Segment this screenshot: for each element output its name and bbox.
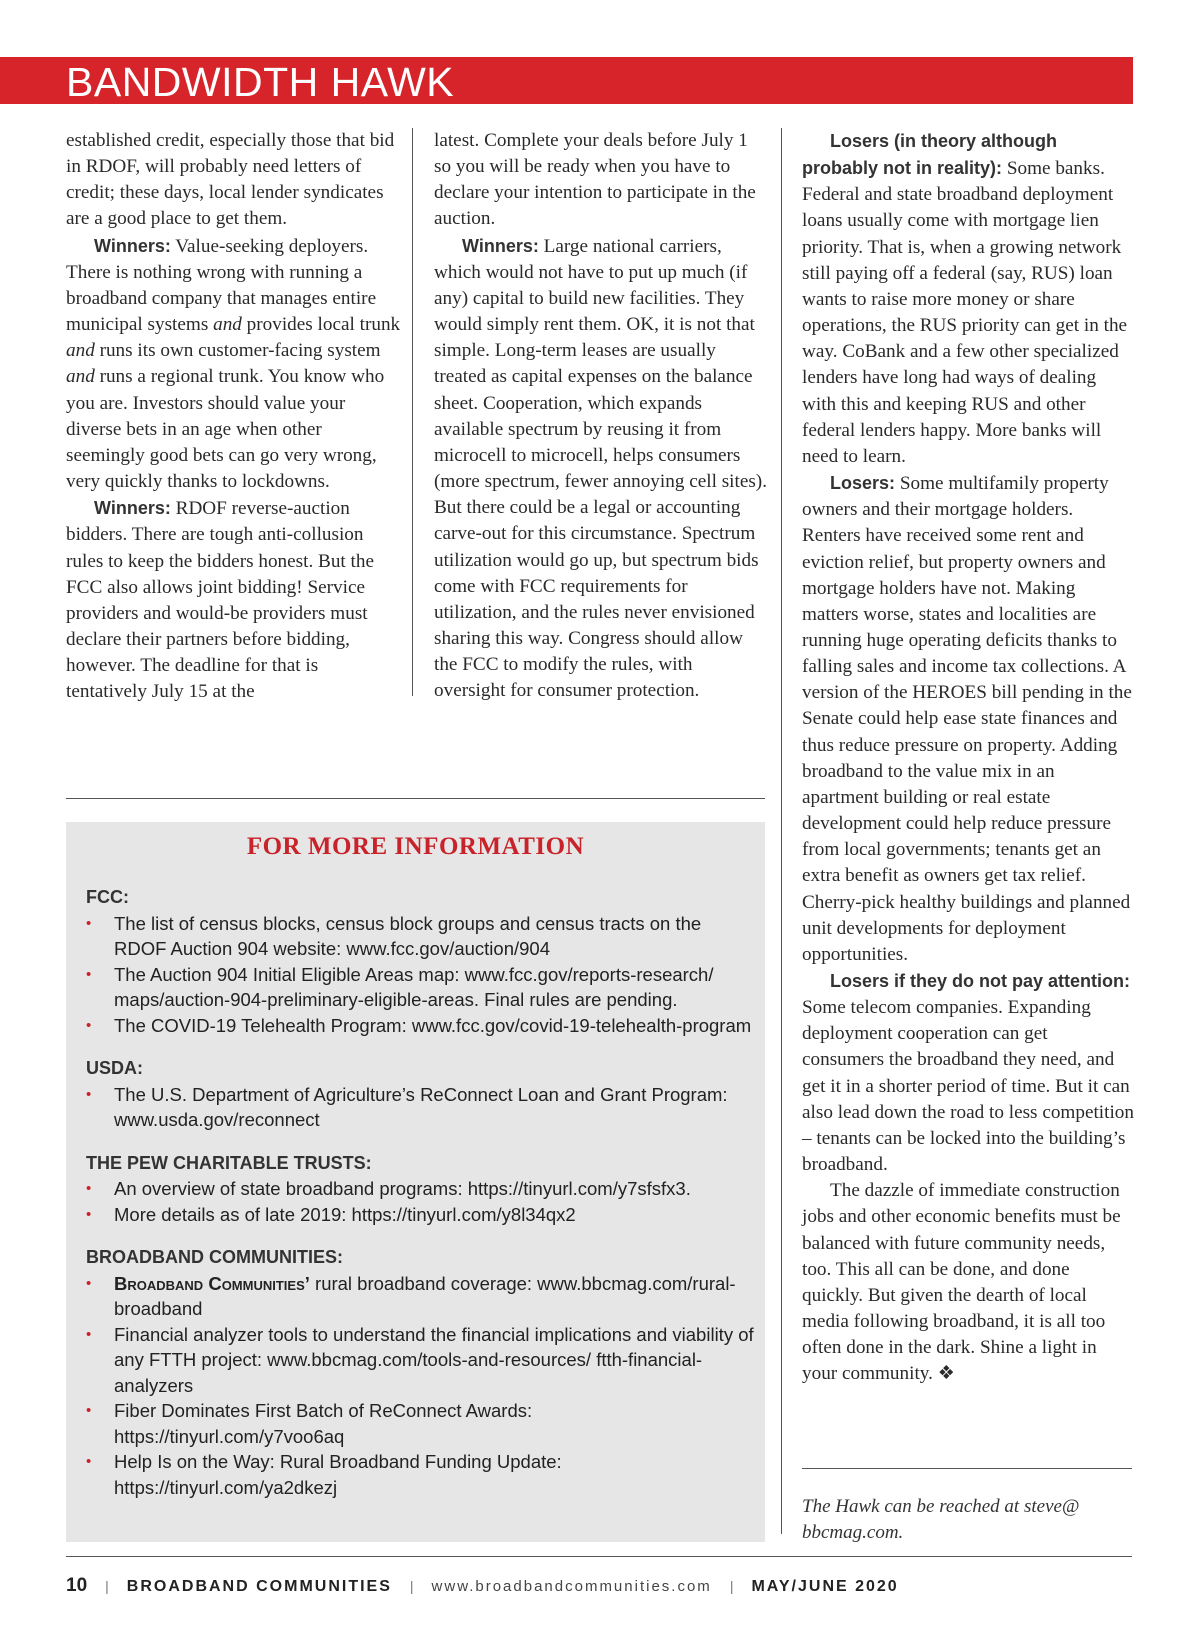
paragraph-text: Value-seeking deployers. There is nothing wrong with running a broadband company that manages entire municipal systems — [66, 235, 377, 336]
paragraph — [802, 968, 1134, 1178]
paragraph-text: Some telecom companies. Expanding deployment cooperation can get consumers the broadband they need, and get it in a shorter period of time. But it can also lead down the road to less competition – tenants can be locked into the building’s broadband. — [802, 997, 1134, 1176]
paragraph-lead: Winners: — [462, 235, 539, 256]
paragraph-lead: Losers (in theory although probably not in reality): — [802, 131, 1058, 179]
paragraph-text: RDOF reverse-auction bidders. There are tough anti-collusion rules to keep the bidders honest. But the FCC also allows joint bidding! Service providers and would-be providers must declare their partners before bidding, however. The deadline for that is tentatively July 15 at the — [66, 498, 375, 703]
paragraph — [66, 495, 401, 705]
emphasis: and — [213, 314, 242, 336]
infobox-title: FOR MORE INFORMATION — [246, 833, 585, 860]
paragraph — [802, 470, 1134, 968]
bullet-icon: • — [86, 1205, 92, 1223]
magazine-name: BROADBAND COMMUNITIES — [126, 1578, 392, 1595]
bullet-icon: • — [86, 1274, 92, 1292]
list-item-text: Help Is on the Way: Rural Broadband Funding Update: https://tinyurl.com/ya2dkezj — [114, 1451, 562, 1498]
usda-list — [86, 1082, 758, 1133]
list-item-text: Financial analyzer tools to understand the financial implications and viability of any FTTH project: www.bbcmag.com/tools-and-resources/ ftth-financial-analyzers — [114, 1323, 754, 1396]
list-item — [86, 962, 758, 1013]
website-url: www.broadbandcommunities.com — [431, 1578, 712, 1595]
paragraph: established credit, especially those that bid in RDOF, will probably need letters of credit; these days, local lender syndicates are a good place to get them. — [66, 130, 395, 230]
paragraph-lead: Winners: — [94, 498, 171, 519]
author-contact: The Hawk can be reached at steve@ bbcmag.com. — [802, 1496, 1080, 1543]
column-divider — [412, 128, 413, 696]
pew-list — [86, 1176, 758, 1227]
list-item-text: More details as of late 2019: https://tinyurl.com/y8l34qx2 — [114, 1203, 576, 1225]
paragraph — [802, 128, 1134, 470]
list-item-text: Fiber Dominates First Batch of ReConnect Awards: https://tinyurl.com/y7voo6aq — [114, 1400, 533, 1447]
page-number: 10 — [66, 1575, 88, 1596]
footer-rule — [66, 1556, 1132, 1557]
list-item-text: The list of census blocks, census block groups and census tracts on the RDOF Auction 904 website: www.fcc.gov/auction/904 — [114, 912, 702, 959]
section-heading-fcc: FCC: — [86, 887, 129, 907]
article-column-3 — [802, 128, 1134, 1388]
list-item — [86, 1271, 758, 1322]
emphasis: and — [66, 366, 95, 388]
list-item — [86, 1398, 758, 1449]
section-heading-pew: THE PEW CHARITABLE TRUSTS: — [86, 1152, 372, 1173]
bullet-icon: • — [86, 1453, 92, 1470]
list-item — [86, 1322, 758, 1399]
infobox-top-rule — [66, 798, 765, 799]
paragraph — [434, 233, 767, 705]
resource-list — [86, 885, 758, 1500]
page-footer — [66, 1575, 899, 1597]
footer-separator: | — [105, 1578, 109, 1594]
issue-date: MAY/JUNE 2020 — [751, 1578, 899, 1595]
column-divider — [781, 128, 782, 1534]
article-column-1 — [66, 128, 401, 705]
list-item — [86, 1176, 758, 1202]
paragraph-text: Some banks. Federal and state broadband deployment loans usually come with mortgage lien priority. That is, when a growing network still paying off a federal (say, RUS) loan wants to raise more money or share operations, the RUS priority can get in the way. CoBank and a few other specialized lenders have long had ways of dealing with this and keeping RUS and other federal lenders happy. More banks will need to learn. — [802, 158, 1128, 467]
bullet-icon: • — [86, 1402, 92, 1419]
list-item — [86, 1202, 758, 1228]
bullet-icon: • — [86, 965, 92, 983]
paragraph-text: Some multifamily property owners and their mortgage holders. Renters have received some rent and eviction relief, but property owners and mortgage holders have not. Making matters worse, states and localities are running huge operating deficits thanks to falling sales and income tax collections. A version of the HEROES bill pending in the Senate could help ease state finances and thus reduce pressure on property. Adding broadband to the value mix in an apartment building or real estate development could help reduce pressure from local governments; tenants get an extra benefit as owners get tax relief. Cherry-pick healthy buildings and planned unit developments for deployment opportunities. — [802, 473, 1132, 965]
paragraph: latest. Complete your deals before July 1 so you will be ready when you have to declare your intention to participate in the auction. — [434, 130, 756, 230]
bbc-list — [86, 1271, 758, 1501]
paragraph-text: runs its own customer-facing system — [94, 340, 381, 362]
article-column-2 — [434, 128, 767, 704]
list-item-text: The Auction 904 Initial Eligible Areas map: www.fcc.gov/reports-research/ maps/auction-904-preliminary-eligible-areas. Final rules are pending. — [114, 963, 714, 1010]
list-item-text: The COVID-19 Telehealth Program: www.fcc.gov/covid-19-telehealth-program — [114, 1014, 752, 1036]
section-title: BANDWIDTH HAWK — [66, 59, 455, 105]
footer-separator: | — [409, 1578, 414, 1594]
list-item-text: An overview of state broadband programs: https://tinyurl.com/y7sfsfx3. — [114, 1178, 691, 1199]
paragraph: The dazzle of immediate construction jobs and other economic benefits must be balanced with future community needs, too. This all can be done, and done quickly. But given the dearth of local media following broadband, it is all too often done in the dark. Shine a light in your community. ❖ — [802, 1180, 1121, 1385]
bullet-icon: • — [86, 1180, 92, 1197]
emphasis: and — [66, 340, 95, 362]
signoff-divider — [802, 1468, 1132, 1469]
list-item — [86, 911, 758, 962]
list-item — [86, 1449, 758, 1500]
bullet-icon: • — [86, 1016, 92, 1034]
list-item — [86, 1082, 758, 1133]
paragraph-lead: Losers: — [830, 473, 896, 494]
paragraph-text: Large national carriers, which would not have to put up much (if any) capital to build new facilities. They would simply rent them. OK, it is not that simple. Long-term leases are usually treated as capital expenses on the balance sheet. Cooperation, which expands available spectrum by reusing it from microcell to microcell, helps consumers (more spectrum, fewer annoying cell sites). But there could be a legal or accounting carve-out for this circumstance. Spectrum utilization would go up, but spectrum bids come with FCC requirements for utilization, and the rules never envisioned sharing this way. Congress should allow the FCC to modify the rules, with oversight for consumer protection. — [434, 235, 767, 702]
footer-separator: | — [729, 1578, 734, 1594]
paragraph-text: runs a regional trunk. You know who you are. Investors should value your diverse bets in an age when other seemingly good bets can go very wrong, very quickly thanks to lockdowns. — [66, 366, 385, 493]
list-item — [86, 1013, 758, 1039]
paragraph-text: provides local trunk — [241, 314, 401, 336]
fcc-list — [86, 911, 758, 1039]
magazine-name: Broadband Communities’ — [114, 1272, 310, 1294]
paragraph-lead: Winners: — [94, 235, 171, 256]
list-item-text: The U.S. Department of Agriculture’s ReConnect Loan and Grant Program: www.usda.gov/reconnect — [114, 1083, 728, 1130]
bullet-icon: • — [86, 914, 92, 932]
list-item-text: rural broadband coverage: www.bbcmag.com/rural-broadband — [114, 1272, 736, 1319]
bullet-icon: • — [86, 1325, 92, 1343]
paragraph-lead: Losers if they do not pay attention: — [830, 971, 1131, 991]
bullet-icon: • — [86, 1085, 92, 1103]
section-heading-broadband-communities: BROADBAND COMMUNITIES: — [86, 1247, 343, 1267]
paragraph — [66, 233, 401, 496]
section-heading-usda: USDA: — [86, 1058, 143, 1078]
